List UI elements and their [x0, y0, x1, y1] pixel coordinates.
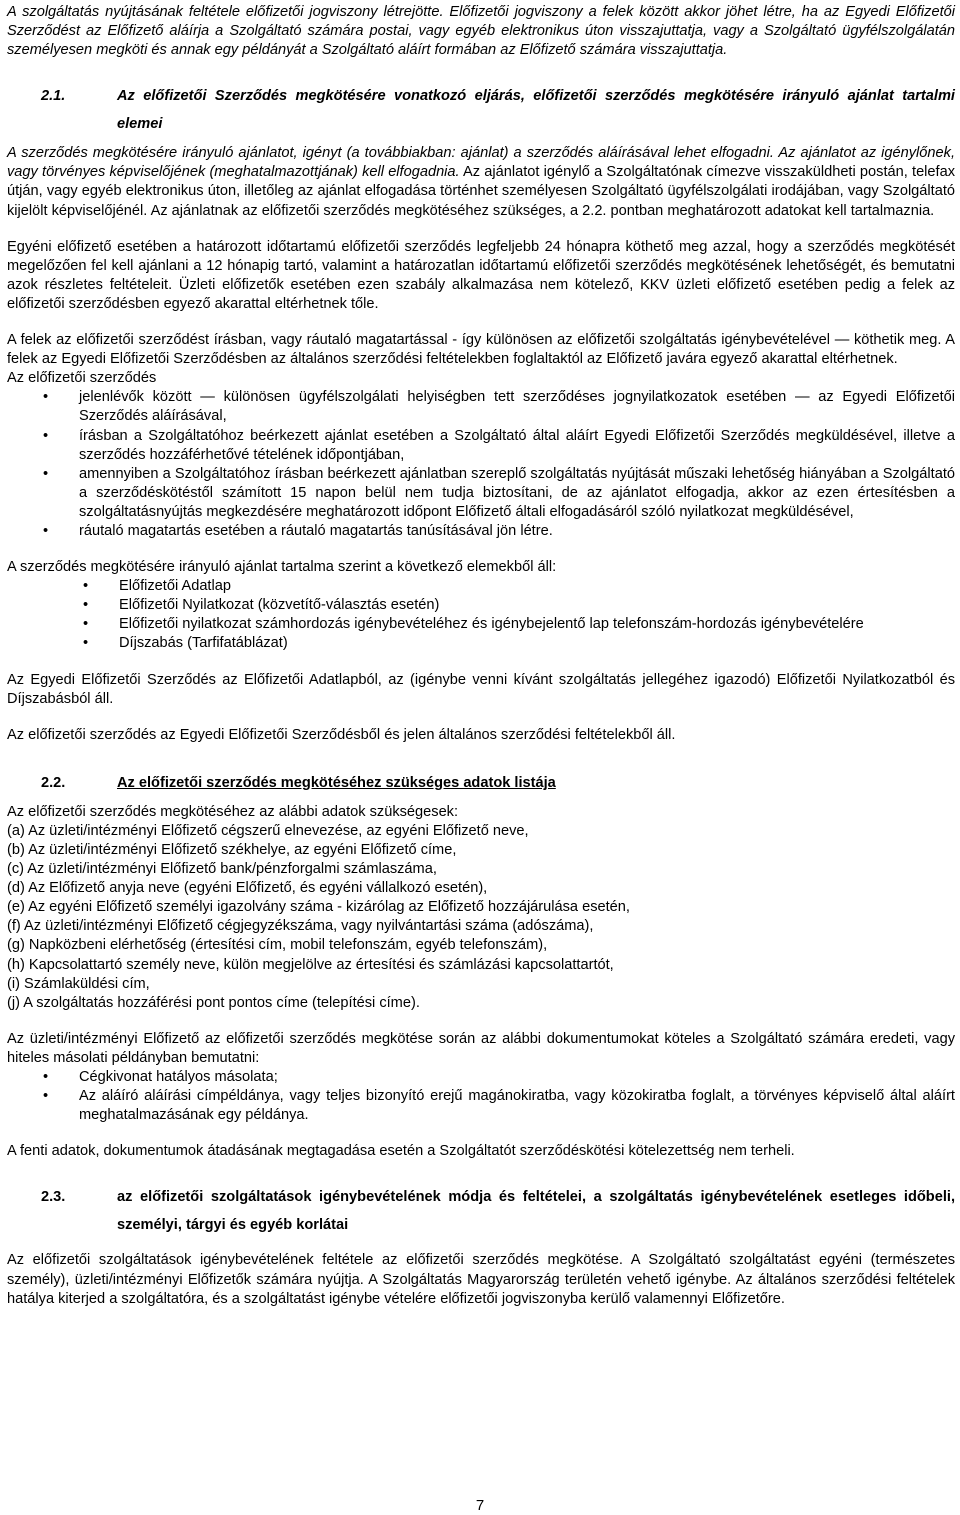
list-item: [7, 1087, 955, 1125]
paragraph-normal-part: Az ajánlatot igénylő a Szolgáltatónak címezve visszaküldheti postán, telefax útján, vagy egyéb elektronikus úton, illetőleg az ajánlat elfogadása történhet személyesen Szolgáltató ügyfélszolgálati irodájában, vagy Szolgáltató kijelölt képviselőjénél. Az ajánlatnak az előfizetői szerződés megkötéséhez szükséges, a 2.2. pontban meghatározott adatokat kell tartalmaznia.: [7, 164, 956, 219]
section-2-2-paragraph-3: A fenti adatok, dokumentumok átadásának megtagadása esetén a Szolgáltatót szerződéskötési kötelezettség nem terheli.: [7, 1143, 795, 1160]
list-item-text: jelenlévők között — különösen ügyfélszolgálati helyiségben tett szerződéses jognyilatkozatok esetében — az Egyedi Előfizetői Szerződés aláírásával,: [79, 389, 955, 425]
section-number: 2.3.: [41, 1189, 66, 1206]
list-item-text: Az aláíró aláírási címpéldánya, vagy teljes bizonyító erejű magánokiratba, vagy közokiratba foglalt, a törvényes képviselő által aláírt meghatalmazásának egy példánya.: [79, 1088, 955, 1124]
section-title: az előfizetői szolgáltatások igénybevételének módja és feltételei, a szolgáltatás igénybevételének esetleges időbeli, személyi, tárgyi és egyéb korlátai: [117, 1189, 955, 1234]
bullet-icon: •: [43, 1069, 49, 1086]
section-2-3-paragraph-1: Az előfizetői szolgáltatások igénybevételének feltétele az előfizetői szerződés megkötése. A Szolgáltató szolgáltatást egyéni (természetes személy), üzleti/intézményi Előfizetők számára nyújtja. A Szolgáltatás Magyarország területén vehető igénybe. Az általános szerződési feltételek hatálya kiterjed a szolgáltatóra, és a szolgáltatást igénybe vételére előfizetői jogviszonyba kerülő valamennyi Előfizetőre.: [7, 1252, 955, 1307]
section-2-2-paragraph-2: Az üzleti/intézményi Előfizető az előfizetői szerződés megkötése során az alábbi dokumentumokat köteles a Szolgáltató számára eredeti, vagy hiteles másolati példányban bemutatni:: [7, 1030, 955, 1066]
bullet-icon: •: [43, 389, 49, 406]
list-item-text: írásban a Szolgáltatóhoz beérkezett ajánlat esetében a Szolgáltató által aláírt Egyedi Előfizetői Szerződés megküldésével, illetve a szerződés hozzáférhetővé tételének időpontjában,: [79, 427, 955, 463]
offer-elements-list: [7, 577, 955, 653]
list-lead: Az előfizetői szerződés megkötéséhez az alábbi adatok szükségesek:: [7, 803, 459, 820]
list-item: [7, 388, 955, 426]
list-item: [7, 1068, 955, 1087]
paragraph-italic-part: A szerződés megkötésére irányuló ajánlatot, igényt (a továbbiakban: ajánlat) a szerződés aláírásával lehet elfogadni. Az ajánlatot az igénylőnek, vagy törvényes képviselőjének (meghatalmazottjának) kell elfogadnia.: [7, 145, 955, 181]
list-item-text: Cégkivonat hatályos másolata;: [79, 1069, 278, 1086]
bullet-icon: •: [83, 635, 89, 652]
list-item: [7, 577, 955, 596]
documents-list: [7, 1068, 955, 1125]
bullet-icon: •: [43, 465, 49, 482]
bullet-icon: •: [43, 522, 49, 539]
section-title: Az előfizetői Szerződés megkötésére vonatkozó eljárás, előfizetői szerződés megkötésére irányuló ajánlat tartalmi elemei: [117, 88, 955, 133]
list-item: (d) Az Előfizető anyja neve (egyéni Előfizető, és egyéni vállalkozó esetén),: [7, 880, 488, 897]
contract-formation-list: [7, 388, 955, 541]
document-page: [7, 0, 955, 1309]
list-item-text: ráutaló magatartás esetében a ráutaló magatartás tanúsításával jön létre.: [79, 522, 553, 539]
list-item-text: Díjszabás (Tarfifatáblázat): [119, 635, 288, 652]
bullet-icon: •: [83, 578, 89, 595]
page-number: 7: [475, 1497, 485, 1514]
list-item-text: Előfizetői Adatlap: [119, 578, 231, 595]
list-item-text: amennyiben a Szolgáltatóhoz írásban beérkezett ajánlatban szereplő szolgáltatás nyújtását műszaki lehetőség hiányában a Szolgáltató a szerződéskötéstől számított 15 napon belül nem tudja biztosítani, de az ajánlatot elfogadja, akkor az ezen értesítésben a szolgáltatásnyújtás megkezdésére meghatározott időpont Előfizető általi elfogadásáról szóló nyilatkozat megküldésével,: [79, 465, 955, 520]
list-item: (f) Az üzleti/intézményi Előfizető cégjegyzékszáma, vagy nyilvántartási száma (adószáma),: [7, 918, 594, 935]
section-2-1-paragraph-5: A szerződés megkötésére irányuló ajánlat tartalma szerint a következő elemekből áll:: [7, 559, 557, 576]
list-item: (j) A szolgáltatás hozzáférési pont pontos címe (telepítési címe).: [7, 994, 420, 1011]
list-item-text: Előfizetői Nyilatkozat (közvetítő-választás esetén): [119, 597, 440, 614]
section-2-1-paragraph-3: A felek az előfizetői szerződést írásban, vagy ráutaló magatartással - így különösen az előfizetői szolgáltatás igénybevételével — köthetik meg. A felek az Egyedi Előfizetői Szerződésben az általános szerződési feltételekben foglaltaktól az Előfizető javára egyező akarattal eltérhetnek.: [7, 332, 955, 368]
list-item: [7, 634, 955, 653]
section-title: Az előfizetői szerződés megkötéséhez szükséges adatok listája: [117, 774, 556, 791]
section-2-3-heading: [7, 1183, 955, 1239]
intro-paragraph: A szolgáltatás nyújtásának feltétele előfizetői jogviszony létrejötte. Előfizetői jogviszony a felek között akkor jöhet létre, ha az Egyedi Előfizetői Szerződést az Előfizető aláírja a Szolgáltató számára postai, vagy egyéb elektronikus úton visszajuttatja, vagy a Szolgáltató ügyfélszolgálatán személyesen megköti és annak egy példányát a Szolgáltató aláírt formában az Előfizető számára visszajuttatja.: [7, 4, 955, 59]
bullet-icon: •: [83, 616, 89, 633]
list-item: [7, 465, 955, 522]
section-2-1-lead: Az előfizetői szerződés: [7, 370, 157, 387]
section-2-1-paragraph-7: Az előfizetői szerződés az Egyedi Előfizetői Szerződésből és jelen általános szerződési feltételekből áll.: [7, 726, 676, 743]
section-2-1-paragraph-2: Egyéni előfizető esetében a határozott időtartamú előfizetői szerződés legfeljebb 24 hónapra köthető meg azzal, hogy a szerződés megkötését megelőzően fel kell ajánlani a 12 hónapig tartó, valamint a határozatlan időtartamú előfizetői szerződés megkötésének lehetőségét, és bemutatni azok részletes feltételeit. Üzleti előfizetők esetében ezen szabály alkalmazása nem kötelező, KKV üzleti előfizető esetében pedig a felek az előfizetői szerződésben egyező akarattal eltérhetnek tőle.: [7, 238, 955, 312]
list-item: [7, 522, 955, 541]
bullet-icon: •: [83, 597, 89, 614]
list-item: (i) Számlaküldési cím,: [7, 975, 150, 992]
section-2-1-heading: [7, 82, 955, 138]
section-2-2-heading: [7, 769, 955, 797]
list-item: (e) Az egyéni Előfizető személyi igazolvány száma - kizárólag az Előfizető hozzájárulása esetén,: [7, 899, 630, 916]
required-data-list: [7, 803, 955, 1013]
list-item: (b) Az üzleti/intézményi Előfizető székhelye, az egyéni Előfizető címe,: [7, 842, 457, 858]
section-2-1-paragraph-6: Az Egyedi Előfizetői Szerződés az Előfizetői Adatlapból, az (igénybe venni kívánt szolgáltatás jellegéhez igazodó) Előfizetői Nyilatkozatból és Díjszabásból áll.: [7, 671, 955, 707]
list-item: [7, 615, 955, 634]
bullet-icon: •: [43, 1088, 49, 1105]
list-item: [7, 427, 955, 465]
section-number: 2.1.: [41, 88, 66, 105]
list-item: (h) Kapcsolattartó személy neve, külön megjelölve az értesítési és számlázási kapcsolattartót,: [7, 956, 614, 973]
list-item: (c) Az üzleti/intézményi Előfizető bank/pénzforgalmi számlaszáma,: [7, 861, 437, 878]
list-item: [7, 596, 955, 615]
list-item: (a) Az üzleti/intézményi Előfizető cégszerű elnevezése, az egyéni Előfizető neve,: [7, 822, 529, 839]
section-2-1-paragraph-1: [7, 144, 955, 220]
list-item-text: Előfizetői nyilatkozat számhordozás igénybevételéhez és igénybejelentő lap telefonszám-hordozás igénybevételére: [119, 616, 864, 633]
list-item: (g) Napközbeni elérhetőség (értesítési cím, mobil telefonszám, egyéb telefonszám),: [7, 937, 548, 954]
bullet-icon: •: [43, 427, 49, 444]
section-number: 2.2.: [41, 774, 66, 791]
